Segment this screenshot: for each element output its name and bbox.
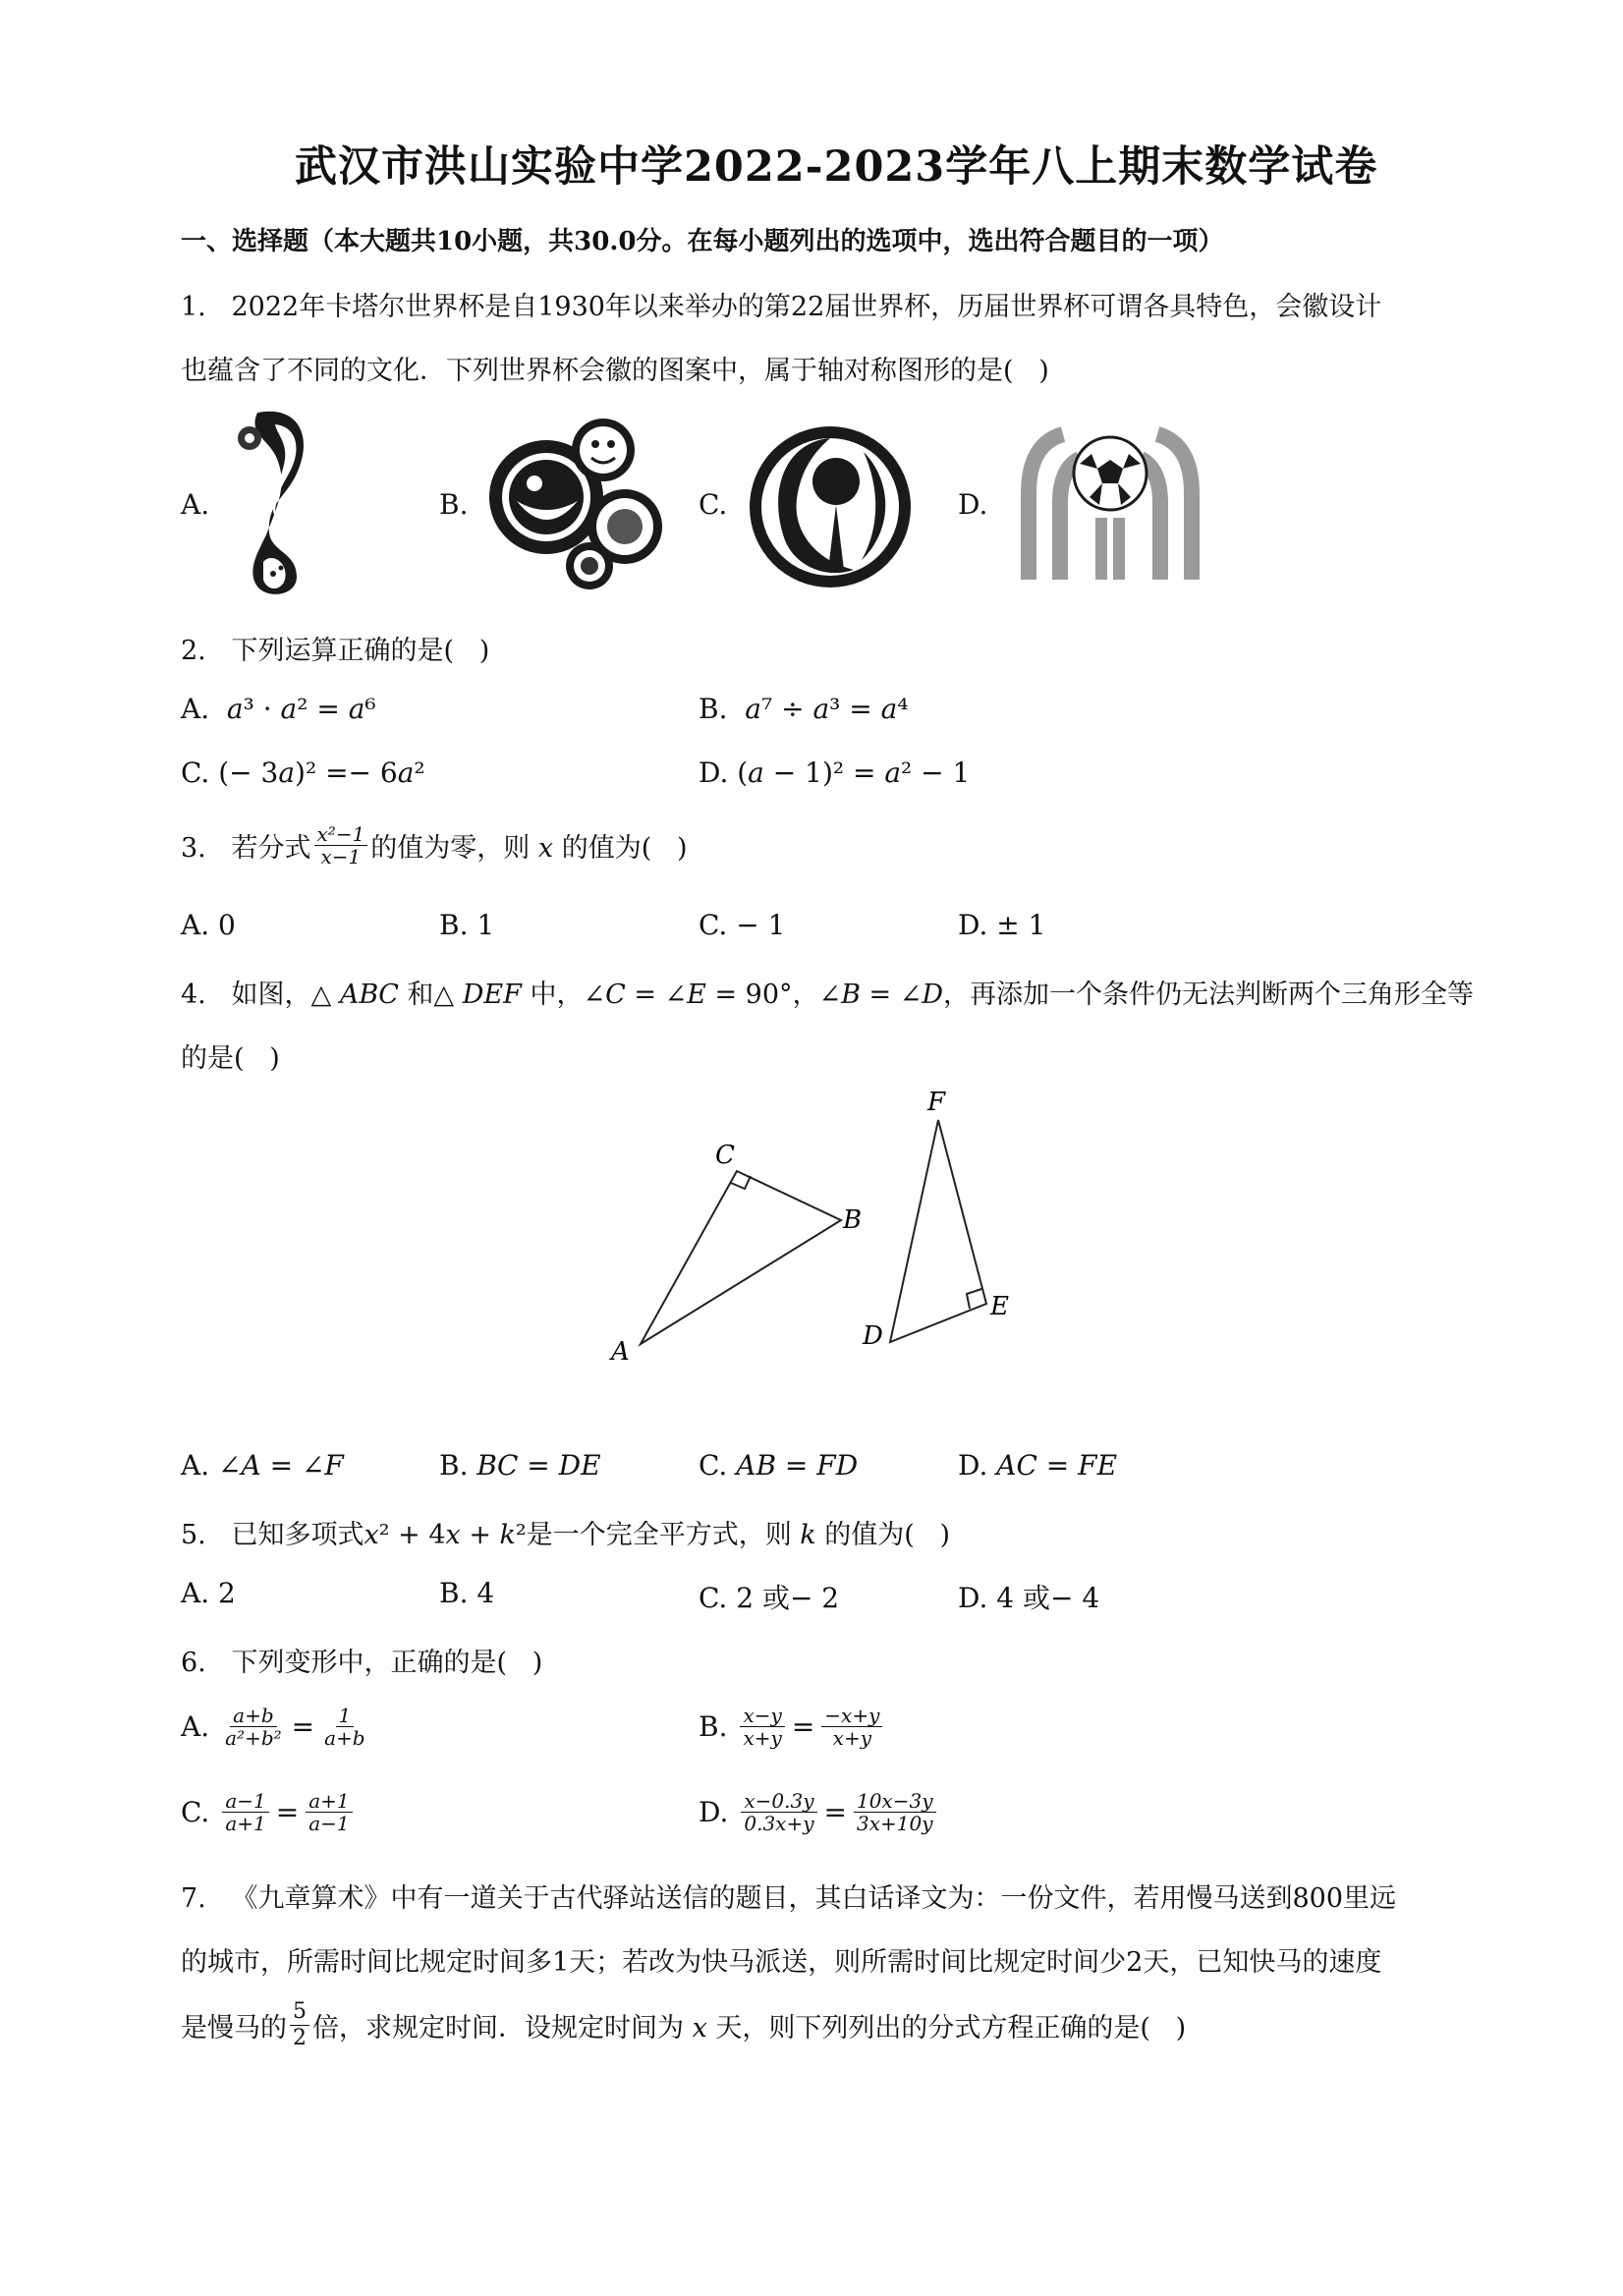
- q6-d-right-num: 10x−3y: [854, 1790, 936, 1813]
- q2-stem: 2. 下列运算正确的是( ): [181, 636, 490, 666]
- germany-2006-emblem: [487, 411, 664, 592]
- q3-option-d: D. ± 1: [958, 909, 1046, 941]
- vertex-b-label: B: [843, 1205, 863, 1235]
- q6-c-left-fraction: [222, 1790, 268, 1834]
- q6-option-b-label: B.: [699, 1710, 728, 1743]
- q5-option-a: A. 2: [181, 1577, 236, 1609]
- q6-c-right-fraction: [306, 1790, 352, 1834]
- q5-stem: 5. 已知多项式𝑥² + 4𝑥 + 𝑘²是一个完全平方式，则 𝑘 的值为( ): [181, 1520, 951, 1550]
- q5-option-d: D. 4 或− 4: [958, 1582, 1100, 1614]
- q6-d-left-num: x−0.3y: [741, 1790, 816, 1813]
- q6-option-c-label: C.: [181, 1796, 210, 1828]
- q1-option-c-label: C.: [699, 488, 728, 521]
- q6-option-b: [699, 1705, 885, 1749]
- q6-b-right-den: x+y: [832, 1726, 872, 1750]
- q3-fraction-numerator: x²−1: [314, 823, 368, 846]
- q3-stem-post: 的值为零，则 𝑥 的值为( ): [370, 833, 688, 864]
- q6-b-equals: =: [791, 1710, 815, 1743]
- q6-c-left-num: a−1: [222, 1790, 268, 1813]
- q6-option-d: [699, 1790, 939, 1834]
- q1-option-d-label: D.: [958, 488, 988, 521]
- q6-a-right-num: 1: [336, 1705, 355, 1727]
- q6-a-right-fraction: [321, 1705, 367, 1749]
- vertex-c-label: C: [715, 1141, 735, 1170]
- q3-stem-pre: 3. 若分式: [181, 833, 311, 864]
- q7-line3-pre: 是慢马的: [181, 2013, 287, 2044]
- q7-fraction-denominator: 2: [293, 2026, 307, 2050]
- q1-line2: 也蕴含了不同的文化．下列世界杯会徽的图案中，属于轴对称图形的是( ): [181, 356, 1049, 386]
- vertex-a-label: A: [611, 1337, 630, 1367]
- q6-a-left-num: a+b: [230, 1705, 276, 1727]
- q6-c-right-den: a−1: [308, 1812, 350, 1835]
- argentina-1978-emblem: [1009, 424, 1211, 580]
- q6-b-left-fraction: [740, 1705, 784, 1749]
- q3-option-c: C. − 1: [699, 909, 786, 941]
- korea-japan-2002-emblem: [746, 422, 915, 591]
- page-title: 武汉市洪山实验中学2022-2023学年八上期末数学试卷: [295, 142, 1378, 192]
- q4-option-b: B. 𝐵𝐶 = 𝐷𝐸: [439, 1449, 601, 1482]
- q6-b-left-num: x−y: [740, 1705, 784, 1727]
- q3-option-a: A. 0: [181, 909, 236, 941]
- vertex-f-label: F: [927, 1088, 946, 1117]
- q6-option-a-label: A.: [181, 1710, 210, 1743]
- q6-option-c: [181, 1790, 356, 1834]
- q2-option-a: A. 𝑎³ · 𝑎² = 𝑎⁶: [181, 693, 376, 725]
- q3-fraction-denominator: x−1: [320, 845, 362, 868]
- q4-option-d: D. 𝐴𝐶 = 𝐹𝐸: [958, 1449, 1118, 1482]
- q4-line2: 的是( ): [181, 1043, 280, 1074]
- q6-d-left-den: 0.3x+y: [744, 1812, 814, 1835]
- vertex-e-label: E: [990, 1292, 1009, 1321]
- q7-line3: [181, 1999, 1186, 2051]
- section-heading: 一、选择题（本大题共10小题，共30.0分。在每小题列出的选项中，选出符合题目的一项）: [181, 227, 1224, 256]
- q6-d-right-den: 3x+10y: [856, 1812, 933, 1835]
- q6-c-right-num: a+1: [306, 1790, 352, 1813]
- q6-d-equals: =: [823, 1796, 847, 1828]
- q1-option-b-label: B.: [439, 488, 469, 521]
- q6-a-left-fraction: [222, 1705, 285, 1749]
- q6-option-a: [181, 1705, 371, 1749]
- q4-triangles-figure: [589, 1081, 1041, 1375]
- q6-c-equals: =: [275, 1796, 300, 1828]
- q2-option-c: C. (− 3𝑎)² =− 6𝑎²: [181, 756, 425, 789]
- q7-line2: 的城市，所需时间比规定时间多1天；若改为快马派送，则所需时间比规定时间少2天，已知快马的速度: [181, 1947, 1382, 1978]
- q7-fraction-numerator: 5: [290, 1999, 309, 2026]
- q6-d-left-fraction: [741, 1790, 816, 1834]
- triangle-abc: [641, 1171, 841, 1344]
- q6-b-left-den: x+y: [743, 1726, 782, 1750]
- q6-stem: 6. 下列变形中，正确的是( ): [181, 1648, 543, 1678]
- q4-option-a: A. ∠𝐴 = ∠𝐹: [181, 1449, 344, 1482]
- q6-d-right-fraction: [854, 1790, 936, 1834]
- q6-a-right-den: a+b: [324, 1726, 365, 1750]
- q6-b-right-num: −x+y: [821, 1705, 882, 1727]
- q6-b-right-fraction: [821, 1705, 882, 1749]
- qatar-2022-emblem: [228, 405, 322, 601]
- triangle-def: [890, 1120, 986, 1342]
- q7-line3-post: 倍，求规定时间．设规定时间为 𝑥 天，则下列列出的分式方程正确的是( ): [312, 2013, 1187, 2044]
- q6-c-left-den: a+1: [225, 1812, 266, 1835]
- q2-option-d: D. (𝑎 − 1)² = 𝑎² − 1: [699, 756, 971, 789]
- q1-option-a-label: A.: [181, 488, 210, 521]
- q7-fraction: [290, 1999, 309, 2051]
- q5-option-c: C. 2 或− 2: [699, 1582, 840, 1614]
- q7-line1: 7. 《九章算术》中有一道关于古代驿站送信的题目，其白话译文为：一份文件，若用慢马送到800里远: [181, 1883, 1397, 1914]
- q3-stem: [181, 823, 688, 868]
- q3-fraction: [314, 823, 368, 868]
- q3-option-b: B. 1: [439, 909, 495, 941]
- q4-line1: 4. 如图，△ 𝐴𝐵𝐶 和△ 𝐷𝐸𝐹 中，∠𝐶 = ∠𝐸 = 90°，∠𝐵 = ∠𝐷，再添加一个条件仍无法判断两个三角形全等: [181, 980, 1475, 1010]
- q2-option-b: B. 𝑎⁷ ÷ 𝑎³ = 𝑎⁴: [699, 693, 909, 725]
- q1-line1: 1. 2022年卡塔尔世界杯是自1930年以来举办的第22届世界杯，历届世界杯可谓各具特色，会徽设计: [181, 292, 1382, 322]
- q4-option-c: C. 𝐴𝐵 = 𝐹𝐷: [699, 1449, 859, 1482]
- q5-option-b: B. 4: [439, 1577, 495, 1609]
- vertex-d-label: D: [863, 1321, 883, 1351]
- q6-a-equals: =: [291, 1710, 315, 1743]
- q6-option-d-label: D.: [699, 1796, 729, 1828]
- q6-a-left-den: a²+b²: [225, 1726, 282, 1750]
